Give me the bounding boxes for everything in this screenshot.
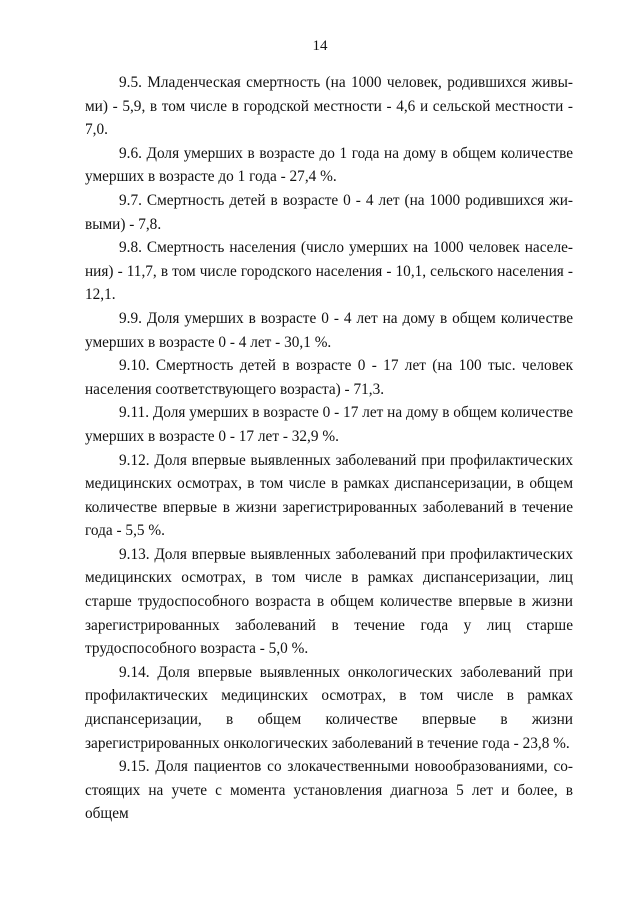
paragraph-9-5: 9.5. Младенческая смертность (на 1000 человек, родившихся живыми) - 5,9, в том числе в городской местности - 4,6 и сельской местности - 7,0. — [85, 74, 573, 139]
page-body — [85, 71, 573, 826]
paragraph-9-6: 9.6. Доля умерших в возрасте до 1 года на дому в общем количестве умерших в возрасте до 1 года - 27,4 %. — [85, 144, 573, 186]
paragraph-9-10: 9.10. Смертность детей в возрасте 0 - 17 лет (на 100 тыс. человек населения соответствующего возраста) - 71,3. — [85, 357, 573, 398]
paragraph-9-7: 9.7. Смертность детей в возрасте 0 - 4 лет (на 1000 родившихся живыми) - 7,8. — [85, 191, 573, 233]
page-number: 14 — [312, 38, 328, 54]
paragraph-9-11: 9.11. Доля умерших в возрасте 0 - 17 лет на дому в общем количестве умерших в возрасте 0 - 17 лет - 32,9 %. — [85, 404, 573, 445]
paragraph-9-14: 9.14. Доля впервые выявленных онкологических заболеваний при профилактических медицинских осмотрах, в том числе в рамках диспансеризации, в общем количестве впервые в жизни зарегистрированных онкологических заболеваний в течение года - 23,8 %. — [85, 663, 573, 752]
paragraph-9-12: 9.12. Доля впервые выявленных заболеваний при профилактических медицинских осмотрах, в том числе в рамках диспансеризации, в общем количестве впервые в жизни зарегистрированных заболеваний в течение года - 5,5 %. — [85, 451, 573, 540]
paragraph-9-15: 9.15. Доля пациентов со злокачественными новообразованиями, состоящих на учете с момента установления диагноза 5 лет и более, в общем — [85, 758, 573, 823]
paragraph-9-13: 9.13. Доля впервые выявленных заболеваний при профилактических медицинских осмотрах, в том числе в рамках диспансеризации, лиц старше трудоспособного возраста в общем количестве впервые в жизни зарегистрированных заболеваний в течение года у лиц старше трудоспособного возраста - 5,0 %. — [85, 545, 573, 658]
paragraph-9-8: 9.8. Смертность населения (число умерших на 1000 человек населения) - 11,7, в том числе городского населения - 10,1, сельского населения - 12,1. — [85, 239, 573, 304]
paragraph-9-9: 9.9. Доля умерших в возрасте 0 - 4 лет на дому в общем количестве умерших в возрасте 0 - 4 лет - 30,1 %. — [85, 309, 573, 351]
